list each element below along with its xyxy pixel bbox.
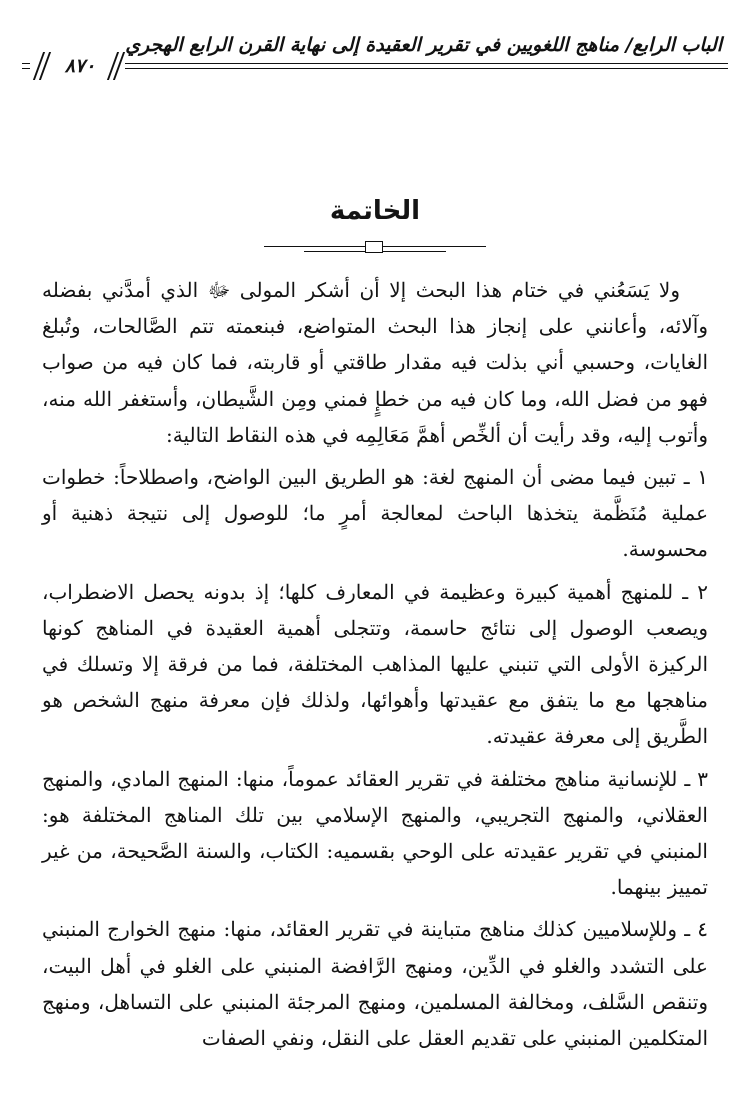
paragraph-point-4: ٤ ـ وللإسلاميين كذلك مناهج متباينة في تقرير العقائد، منها: منهج الخوارج المنبني على التشدد والغلو في الدِّين، ومنهج الرَّافضة المنبني على الغلو في أهل البيت، وتنقص السَّلف، ومخالفة المسلمين، ومنهج المرجئة المنبني على التساهل، ومنهج المتكلمين المنبني على تقديم العقل على النقل، ونفي الصفات: [42, 917, 708, 1051]
running-header-title: الباب الرابع/ مناهج اللغويين في تقرير العقيدة إلى نهاية القرن الرابع الهجري: [125, 34, 722, 56]
body-text: [42, 272, 708, 1056]
paragraph-point-2: ٢ ـ للمنهج أهمية كبيرة وعظيمة في المعارف كلها؛ إذ بدونه يحصل الاضطراب، ويصعب الوصول إلى نتائج حاسمة، وتتجلى أهمية العقيدة في المناهج كونها الركيزة الأولى التي تنبني عليها المذاهب المختلفة، فما من فرقة إلا وتسلك في مناهجها مع ما يتفق مع عقيدتها وأهوائها، ولذلك فإن معرفة منهج الشخص هو الطَّريق إلى معرفة عقيدته.: [42, 579, 708, 749]
ornament-line: [264, 246, 365, 247]
section-title: الخاتمة: [329, 196, 421, 226]
header-rule-bottom: [22, 68, 728, 69]
paragraph-point-3: ٣ ـ للإنسانية مناهج مختلفة في تقرير العقائد عموماً، منها: المنهج المادي، والمنهج العقلاني، والمنهج التجريبي، والمنهج الإسلامي بين تلك المناهج المختلفة هو: المنبني في تقرير عقيدته على الوحي بقسميه: الكتاب، والسنة الصَّحيحة، من غير تمييز بينهما.: [42, 766, 708, 900]
ornament-line: [383, 246, 486, 247]
header-rule-top: [22, 63, 728, 64]
page-number: ٨٧٠: [64, 55, 96, 77]
paragraph-intro: ولا يَسَعُني في ختام هذا البحث إلا أن أشكر المولى ﷻ الذي أمدَّني بفضله وآلائه، وأعانني على إنجاز هذا البحث المتواضع، فبنعمته تتم الصَّالحات، وتُبلغ الغايات، وحسبي أني بذلت فيه مقدار طاقتي أو قاربته، فما كان فيه من صواب فهو من فضل الله، وما كان فيه من خطإٍ فمني ومِن الشَّيطان، وأستغفر الله منه، وأتوب إليه، وقد رأيت أن ألخِّص أهمَّ مَعَالِمِه في هذه النقاط التالية:: [42, 278, 708, 447]
running-header: [22, 30, 728, 90]
paragraph-point-1: ١ ـ تبين فيما مضى أن المنهج لغة: هو الطريق البين الواضح، واصطلاحاً: خطوات عملية مُنَظَّمة يتخذها الباحث لمعالجة أمرٍ ما؛ للوصول إلى نتيجة ذهنية أو محسوسة.: [42, 465, 709, 562]
page-number-box: [30, 54, 125, 78]
ornament-box: [365, 241, 383, 253]
title-ornament: [264, 240, 486, 258]
